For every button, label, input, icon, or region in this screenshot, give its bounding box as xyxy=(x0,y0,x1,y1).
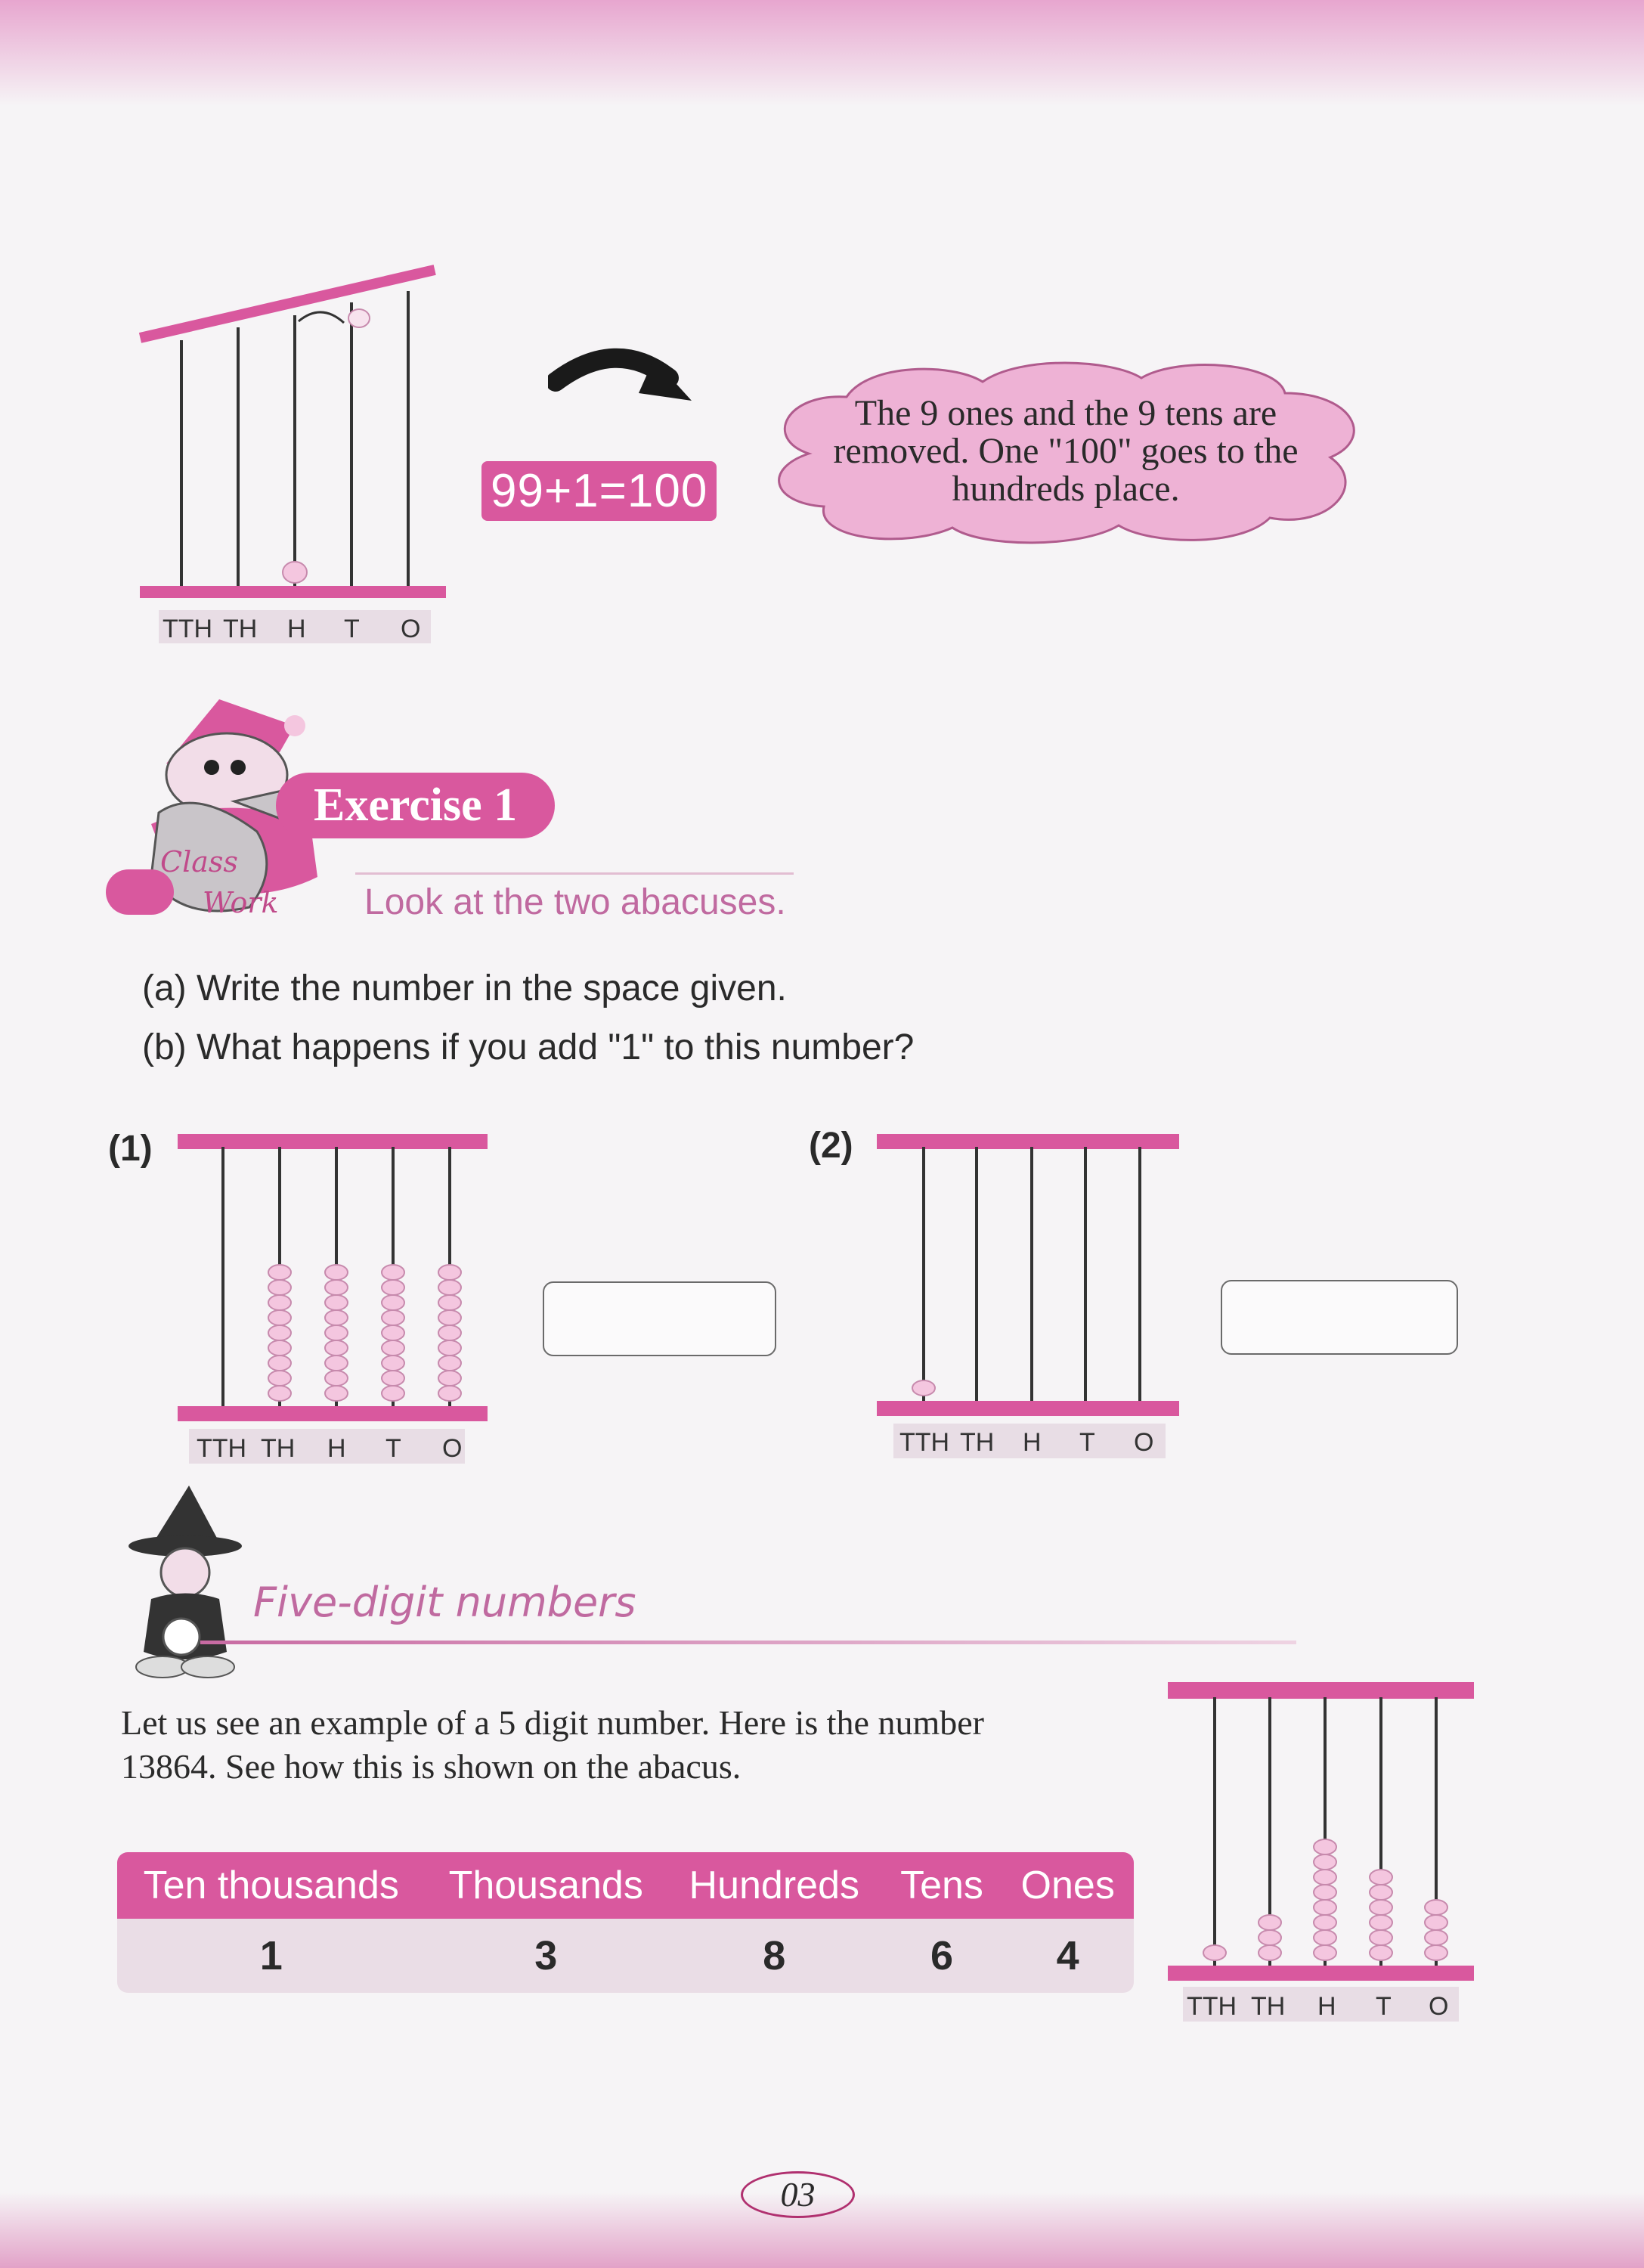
curved-arrow-icon xyxy=(548,344,699,412)
bead-t xyxy=(1370,1885,1392,1900)
bead-h xyxy=(1314,1900,1336,1915)
bead-o xyxy=(1425,1900,1447,1915)
place-label-tth: TTH xyxy=(899,1428,950,1457)
place-label-tth: TTH xyxy=(163,615,213,643)
bead-tth xyxy=(912,1380,935,1396)
place-label-t: T xyxy=(1376,1992,1392,2021)
page-number: 03 xyxy=(741,2171,855,2218)
exercise-instruction: Look at the two abacuses. xyxy=(364,882,786,922)
value-hundreds: 8 xyxy=(667,1919,882,1993)
bead-o xyxy=(438,1340,461,1356)
place-label-o: O xyxy=(1429,1992,1449,2021)
place-label-h: H xyxy=(1317,1992,1336,2021)
abacus-bottom-bar xyxy=(178,1406,488,1421)
exercise-title: Exercise 1 xyxy=(276,773,555,838)
bead-o xyxy=(1425,1915,1447,1930)
bead-h xyxy=(325,1371,348,1386)
bead-o xyxy=(438,1356,461,1371)
place-label-t: T xyxy=(1079,1428,1095,1457)
value-tens: 6 xyxy=(882,1919,1002,1993)
bead-t xyxy=(382,1340,404,1356)
abacus-bottom-bar xyxy=(140,586,446,598)
bead-o xyxy=(438,1386,461,1401)
header-hundreds: Hundreds xyxy=(667,1852,882,1919)
abacus-2 xyxy=(877,1130,1194,1470)
bead-th xyxy=(1259,1915,1281,1930)
bead-removed xyxy=(348,309,370,327)
bead-h xyxy=(325,1280,348,1295)
header-tens: Tens xyxy=(882,1852,1002,1919)
bead-o xyxy=(438,1280,461,1295)
place-label-th: TH xyxy=(223,615,258,643)
abacus-1-label: (1) xyxy=(108,1129,153,1169)
bead-h xyxy=(325,1265,348,1280)
place-label-h: H xyxy=(1023,1428,1042,1457)
bead-h xyxy=(325,1295,348,1310)
place-label-th: TH xyxy=(261,1434,296,1463)
witch-mascot-icon xyxy=(121,1486,242,1690)
classwork-badge-line1: Class xyxy=(160,845,238,878)
bead-h xyxy=(1314,1854,1336,1870)
bead-t xyxy=(1370,1945,1392,1960)
bead-th xyxy=(268,1280,291,1295)
place-label-t: T xyxy=(344,615,360,643)
table-header-row xyxy=(117,1852,1134,1919)
table-row xyxy=(117,1919,1134,1993)
place-label-tth: TTH xyxy=(1187,1992,1237,2021)
abacus-top-bar xyxy=(1168,1682,1474,1699)
bead-t xyxy=(382,1325,404,1340)
place-label-o: O xyxy=(442,1434,463,1463)
explanation-text: The 9 ones and the 9 tens are removed. One "100" goes to the hundreds place. xyxy=(833,393,1299,509)
bead-h xyxy=(1314,1930,1336,1945)
place-label-t: T xyxy=(385,1434,401,1463)
abacus-example-100 xyxy=(140,261,457,654)
page-top-tint xyxy=(0,0,1644,106)
classwork-badge-line2: Work xyxy=(203,886,279,919)
question-a: (a) Write the number in the space given. xyxy=(142,968,787,1009)
bead-h xyxy=(325,1386,348,1401)
header-ten-thousands: Ten thousands xyxy=(117,1852,426,1919)
bead-o xyxy=(438,1371,461,1386)
bead-h xyxy=(325,1325,348,1340)
place-label-th: TH xyxy=(960,1428,995,1457)
bead-t xyxy=(1370,1900,1392,1915)
value-ten-thousands: 1 xyxy=(117,1919,426,1993)
bead-t xyxy=(382,1371,404,1386)
bead-th xyxy=(268,1325,291,1340)
value-ones: 4 xyxy=(1002,1919,1134,1993)
abacus-top-bar xyxy=(139,265,436,343)
bead-o xyxy=(438,1295,461,1310)
bead-th xyxy=(1259,1930,1281,1945)
question-b: (b) What happens if you add "1" to this number? xyxy=(142,1027,915,1067)
bead-t xyxy=(382,1265,404,1280)
bead-th xyxy=(268,1386,291,1401)
bead-t xyxy=(382,1280,404,1295)
bead-t xyxy=(382,1356,404,1371)
place-label-h: H xyxy=(327,1434,346,1463)
exercise-divider xyxy=(355,872,794,875)
bead-th xyxy=(268,1356,291,1371)
place-label-h: H xyxy=(287,615,306,643)
abacus-2-label: (2) xyxy=(809,1126,853,1166)
bead-h xyxy=(325,1310,348,1325)
bead-o xyxy=(438,1310,461,1325)
value-thousands: 3 xyxy=(426,1919,667,1993)
bead-h xyxy=(1314,1885,1336,1900)
bead-h xyxy=(325,1340,348,1356)
bead-tth xyxy=(1203,1945,1226,1960)
bead-o xyxy=(438,1265,461,1280)
place-value-table xyxy=(117,1852,1134,1993)
bead-th xyxy=(1259,1945,1281,1960)
move-arrow xyxy=(299,312,344,323)
answer-box-2[interactable] xyxy=(1221,1280,1458,1355)
equation-badge: 99+1=100 xyxy=(481,461,717,521)
bead-t xyxy=(382,1295,404,1310)
place-label-tth: TTH xyxy=(197,1434,247,1463)
section-title: Five-digit numbers xyxy=(253,1579,636,1626)
bead-t xyxy=(1370,1870,1392,1885)
bead-th xyxy=(268,1340,291,1356)
bead-th xyxy=(268,1265,291,1280)
bead-th xyxy=(268,1295,291,1310)
bead-h xyxy=(1314,1945,1336,1960)
place-label-th: TH xyxy=(1251,1992,1286,2021)
section-divider xyxy=(200,1641,1296,1644)
bead-t xyxy=(382,1386,404,1401)
intro-paragraph: Let us see an example of a 5 digit number. Here is the number 13864. See how this is shown on the abacus. xyxy=(121,1703,984,1786)
bead-th xyxy=(268,1310,291,1325)
bead-h xyxy=(325,1356,348,1371)
place-label-o: O xyxy=(401,615,421,643)
place-label-o: O xyxy=(1134,1428,1154,1457)
header-thousands: Thousands xyxy=(426,1852,667,1919)
abacus-13864 xyxy=(1168,1682,1485,2022)
abacus-bottom-bar xyxy=(877,1401,1179,1416)
bead-o xyxy=(1425,1945,1447,1960)
answer-box-1[interactable] xyxy=(543,1281,776,1356)
bead-h xyxy=(1314,1915,1336,1930)
bead-h xyxy=(1314,1870,1336,1885)
header-ones: Ones xyxy=(1002,1852,1134,1919)
bead-o xyxy=(438,1325,461,1340)
bead-o xyxy=(1425,1930,1447,1945)
bead-t xyxy=(1370,1915,1392,1930)
abacus-1 xyxy=(178,1130,495,1470)
bead-h xyxy=(1314,1839,1336,1854)
abacus-bottom-bar xyxy=(1168,1966,1474,1981)
bead-th xyxy=(268,1371,291,1386)
bead-hundreds xyxy=(283,562,307,583)
bead-t xyxy=(382,1310,404,1325)
bead-t xyxy=(1370,1930,1392,1945)
